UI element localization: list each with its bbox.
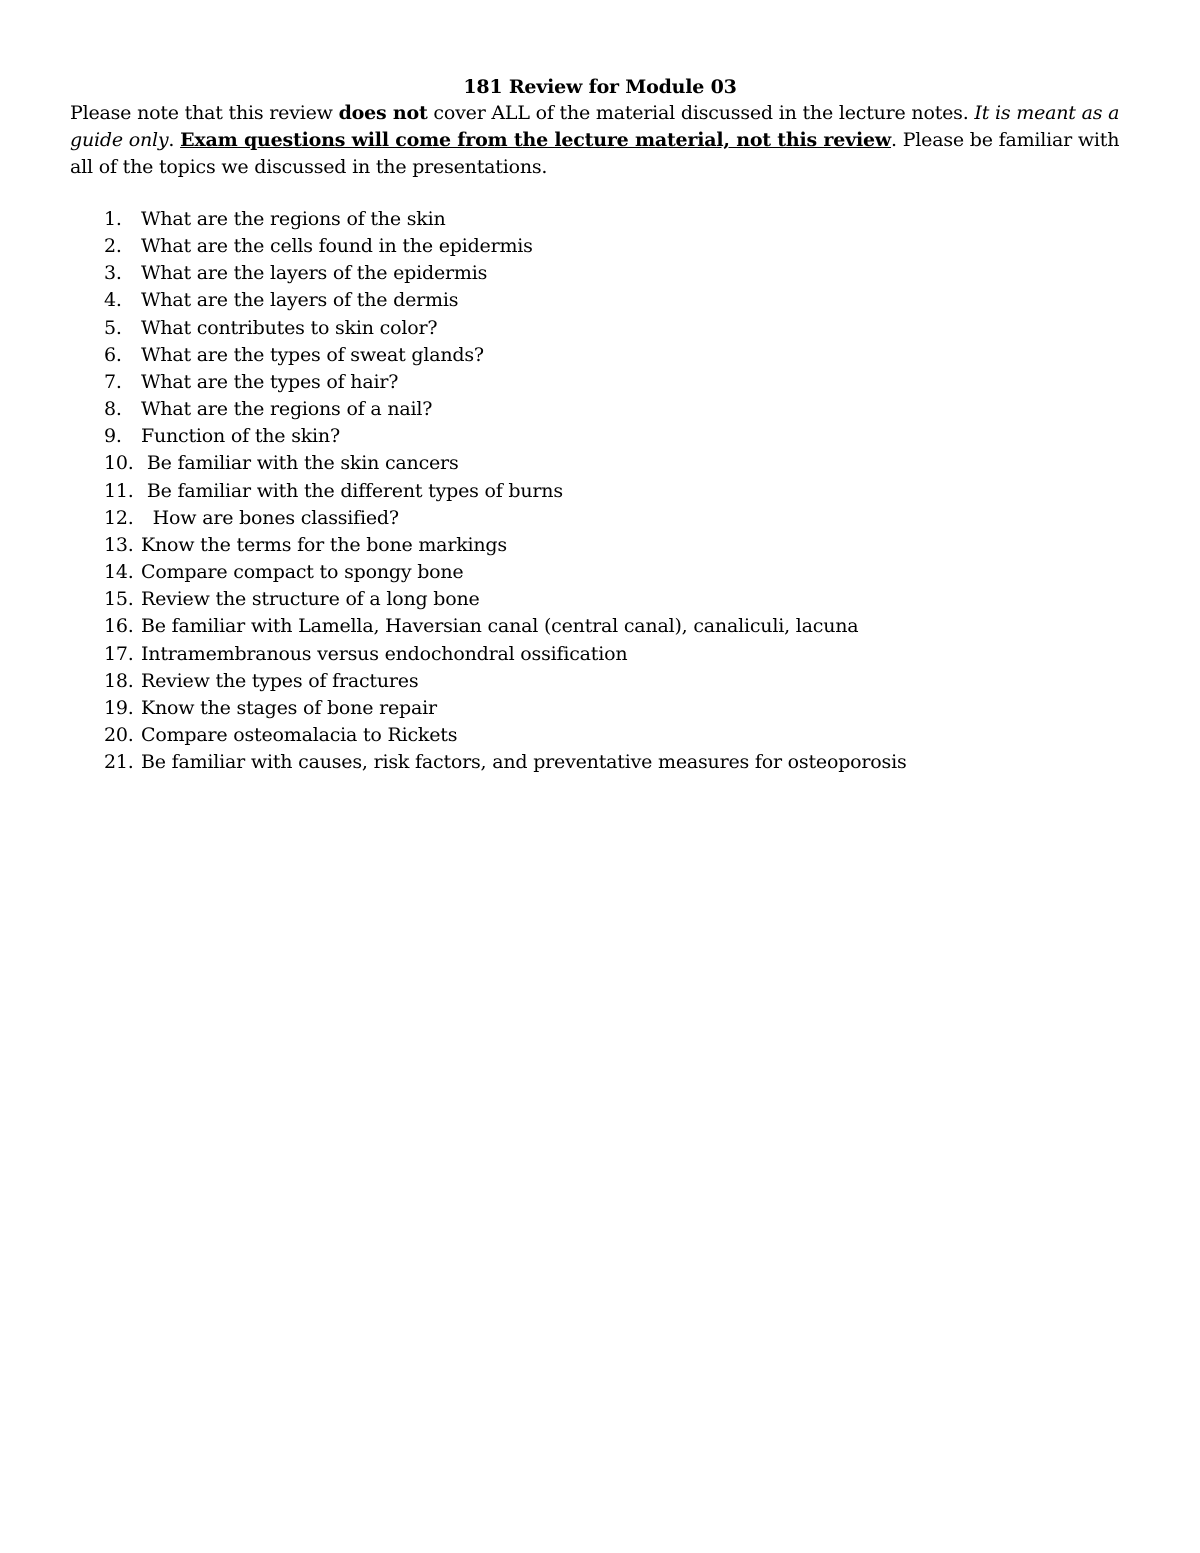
list-item-text: Review the types of fractures <box>141 669 419 692</box>
list-item-text: Compare compact to spongy bone <box>141 561 464 584</box>
list-item-number: 19. <box>104 696 134 719</box>
list-item-text: What are the regions of the skin <box>141 208 446 230</box>
intro-text-4: . Please be familiar with all of the topics we discussed in the presentations. <box>70 129 1120 178</box>
list-item <box>104 260 1164 287</box>
list-item-number: 18. <box>104 669 134 692</box>
list-item <box>104 532 1164 559</box>
list-item-text: Review the structure of a long bone <box>141 588 480 611</box>
list-item-text: What are the types of hair? <box>141 370 399 393</box>
list-item <box>104 559 1164 586</box>
list-item-text: What contributes to skin color? <box>141 316 438 339</box>
list-item-number: 2. <box>104 235 122 258</box>
list-item-number: 14. <box>104 561 134 584</box>
list-item-text: Function of the skin? <box>141 425 340 448</box>
list-item-number: 9. <box>104 425 122 448</box>
intro-paragraph <box>70 100 1140 181</box>
intro-text-2: cover ALL of the material discussed in the lecture notes. <box>427 102 975 124</box>
list-item-number: 20. <box>104 723 134 746</box>
list-item <box>104 749 1164 776</box>
list-item-number: 13. <box>104 533 134 556</box>
list-item-number: 3. <box>104 262 122 285</box>
list-item-number: 12. <box>104 506 134 529</box>
list-item <box>104 505 1164 532</box>
document-title: 181 Review for Module 03 <box>463 76 737 98</box>
intro-italic-guide: It is meant as a guide only <box>70 102 1120 151</box>
list-item <box>104 478 1164 505</box>
list-item-text: What are the layers of the dermis <box>141 289 459 312</box>
intro-text-3: . <box>168 129 181 151</box>
list-item <box>104 613 1164 640</box>
list-item <box>104 695 1164 722</box>
list-item <box>104 287 1164 314</box>
list-item-number: 5. <box>104 316 122 339</box>
list-item-text: Be familiar with causes, risk factors, and preventative measures for osteoporosis <box>141 751 907 774</box>
list-item-number: 7. <box>104 370 122 393</box>
list-item-text: Compare osteomalacia to Rickets <box>141 723 458 746</box>
list-item-number: 8. <box>104 398 122 421</box>
list-item <box>104 586 1164 613</box>
question-list <box>104 206 1164 776</box>
list-item <box>104 641 1164 668</box>
list-item-text: What are the regions of a nail? <box>141 398 433 421</box>
list-item-number: 21. <box>104 751 134 774</box>
list-item-text: Be familiar with Lamella, Haversian canal (central canal), canaliculi, lacuna <box>141 615 859 638</box>
list-item-text: What are the types of sweat glands? <box>141 343 484 366</box>
intro-exam-note: Exam questions will come from the lecture material, not this review <box>180 129 892 151</box>
intro-bold-does-not: does not <box>338 102 428 124</box>
list-item-text: What are the cells found in the epidermis <box>141 235 533 258</box>
list-item-number: 6. <box>104 343 122 366</box>
list-item <box>104 396 1164 423</box>
list-item-text: Be familiar with the different types of burns <box>141 479 563 502</box>
list-item <box>104 315 1164 342</box>
list-item-number: 11. <box>104 479 134 502</box>
list-item-text: How are bones classified? <box>141 506 399 529</box>
list-item <box>104 342 1164 369</box>
list-item-number: 16. <box>104 615 134 638</box>
list-item <box>104 423 1164 450</box>
list-item <box>104 369 1164 396</box>
list-item-number: 17. <box>104 642 134 665</box>
intro-text-1: Please note that this review <box>70 102 339 124</box>
list-item <box>104 668 1164 695</box>
list-item-text: Intramembranous versus endochondral ossification <box>141 642 628 665</box>
list-item-number: 1. <box>104 208 122 230</box>
list-item-number: 15. <box>104 588 134 611</box>
list-item-text: What are the layers of the epidermis <box>141 262 488 285</box>
list-item-text: Be familiar with the skin cancers <box>141 452 459 475</box>
list-item-text: Know the terms for the bone markings <box>141 533 507 556</box>
list-item <box>104 450 1164 477</box>
list-item <box>104 722 1164 749</box>
list-item <box>104 206 1164 233</box>
list-item-number: 4. <box>104 289 122 312</box>
list-item-text: Know the stages of bone repair <box>141 696 437 719</box>
list-item <box>104 233 1164 260</box>
list-item-number: 10. <box>104 452 134 475</box>
